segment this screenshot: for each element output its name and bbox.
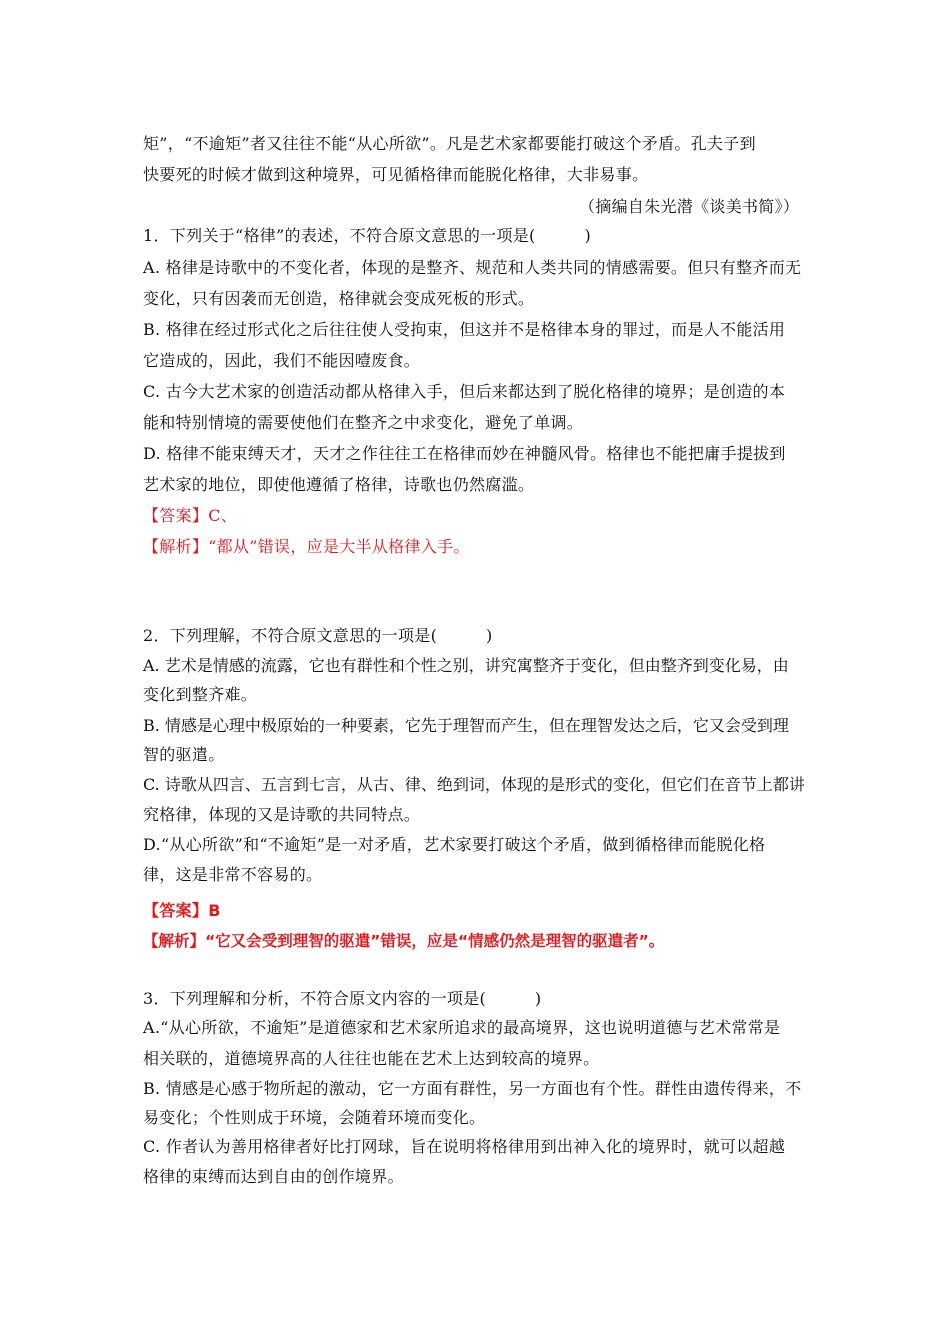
q2-option-c-cont: 究格律，体现的又是诗歌的共同特点。	[143, 805, 421, 824]
q1-option-d: D. 格律不能束缚天才，天才之作往往工在格律而妙在神髓风骨。格律也不能把庸手提拔到	[143, 444, 786, 463]
q3-option-b: B. 情感是心感于物所起的激动，它一方面有群性，另一方面也有个性。群性由遗传得来，不	[143, 1079, 802, 1098]
q2-option-a: A. 艺术是情感的流露，它也有群性和个性之别，讲究寓整齐于变化，但由整齐到变化易，由	[143, 656, 789, 675]
q1-option-a: A. 格律是诗歌中的不变化者，体现的是整齐、规范和人类共同的情感需要。但只有整齐而无	[143, 258, 802, 277]
q3-option-c: C. 作者认为善用格律者好比打网球，旨在说明将格律用到出神入化的境界时，就可以超越	[143, 1137, 786, 1156]
q2-analysis: 【解析】“它又会受到理智的驱遣”错误，应是“情感仍然是理智的驱遣者”。	[143, 932, 665, 950]
q3-option-c-cont: 格律的束缚而达到自由的创作境界。	[143, 1167, 404, 1186]
q1-answer: 【答案】C、	[143, 506, 238, 525]
q2-answer: 【答案】B	[143, 901, 221, 920]
q1-option-c-cont: 能和特别情境的需要使他们在整齐之中求变化，避免了单调。	[143, 413, 584, 432]
q2-stem: 2．下列理解，不符合原文意思的一项是( )	[143, 626, 493, 645]
q1-stem: 1．下列关于“格律”的表述，不符合原文意思的一项是( )	[143, 226, 592, 245]
q2-option-d: D.“从心所欲”和“不逾矩”是一对矛盾，艺术家要打破这个矛盾，做到循格律而能脱化格	[143, 835, 766, 854]
q1-option-c: C. 古今大艺术家的创造活动都从格律入手，但后来都达到了脱化格律的境界；是创造的本	[143, 382, 786, 401]
q3-option-a-cont: 相关联的，道德境界高的人往往也能在艺术上达到较高的境界。	[143, 1049, 600, 1068]
q1-option-b: B. 格律在经过形式化之后往往使人受拘束，但这并不是格律本身的罪过，而是人不能活用	[143, 320, 786, 339]
q3-stem: 3．下列理解和分析，不符合原文内容的一项是( )	[143, 989, 542, 1008]
q2-option-c: C. 诗歌从四言、五言到七言，从古、律、绝到词，体现的是形式的变化，但它们在音节上都讲	[143, 775, 805, 794]
q3-option-a: A.“从心所欲，不逾矩”是道德家和艺术家所追求的最高境界，这也说明道德与艺术常常是	[143, 1018, 781, 1037]
q2-option-b: B. 情感是心理中极原始的一种要素，它先于理智而产生，但在理智发达之后，它又会受到理	[143, 716, 789, 735]
q1-option-b-cont: 它造成的，因此，我们不能因噎废食。	[143, 351, 421, 370]
source-citation: （摘编自朱光潜《谈美书简》）	[579, 197, 800, 216]
q2-option-b-cont: 智的驱遣。	[143, 745, 225, 764]
q2-option-d-cont: 律，这是非常不容易的。	[143, 865, 323, 884]
q2-option-a-cont: 变化到整齐难。	[143, 685, 258, 704]
intro-line-1: 矩”，“不逾矩”者又往往不能“从心所欲”。凡是艺术家都要能打破这个矛盾。孔夫子到	[143, 134, 756, 153]
q1-option-d-cont: 艺术家的地位，即使他遵循了格律，诗歌也仍然腐滥。	[143, 475, 535, 494]
intro-line-2: 快要死的时候才做到这种境界，可见循格律而能脱化格律，大非易事。	[143, 165, 649, 184]
q3-option-b-cont: 易变化；个性则成于环境，会随着环境而变化。	[143, 1108, 486, 1127]
q1-option-a-cont: 变化，只有因袭而无创造，格律就会变成死板的形式。	[143, 289, 535, 308]
q1-analysis: 【解析】“都从”错误，应是大半从格律入手。	[143, 537, 470, 556]
